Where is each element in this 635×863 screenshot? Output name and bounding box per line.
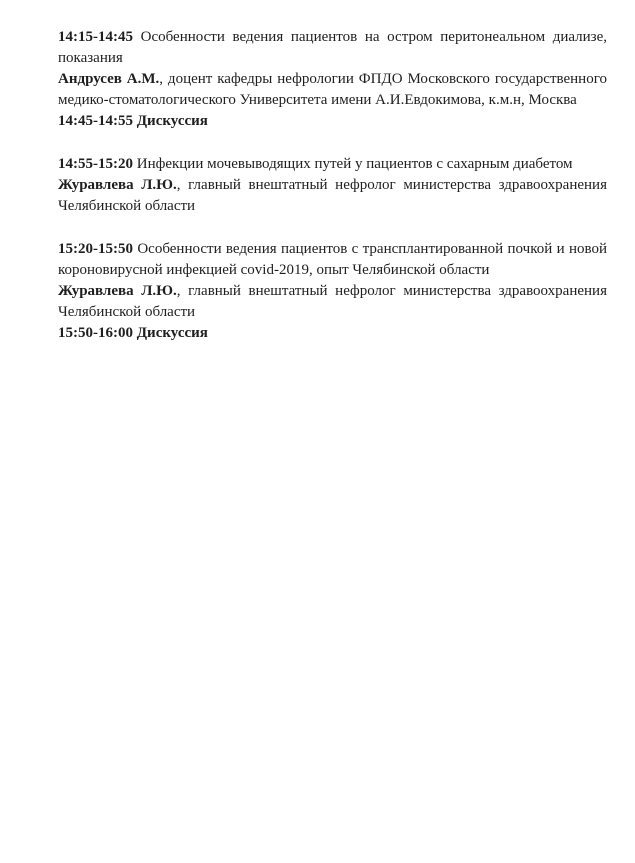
session-block-3 [58, 239, 607, 344]
discussion-time-label: 14:45-14:55 Дискуссия [58, 113, 208, 129]
session-title-text: Инфекции мочевыводящих путей у пациентов с сахарным диабетом [133, 156, 573, 172]
speaker-credentials: , главный внештатный нефролог министерства здравоохранения Челябинской области [58, 177, 607, 214]
session-title-line [58, 239, 607, 281]
discussion-time-label: 15:50-16:00 Дискуссия [58, 325, 208, 341]
discussion-line [58, 323, 607, 344]
session-time: 14:15-14:45 [58, 29, 133, 45]
speaker-credentials: , доцент кафедры нефрологии ФПДО Московского государственного медико-стоматологического Университета имени А.И.Евдокимова, к.м.н, Москва [58, 71, 607, 108]
speaker-credentials: , главный внештатный нефролог министерства здравоохранения Челябинской области [58, 283, 607, 320]
speaker-name: Журавлева Л.Ю. [58, 283, 177, 299]
discussion-line [58, 111, 607, 132]
speaker-line [58, 175, 607, 217]
speaker-line [58, 281, 607, 323]
speaker-name: Журавлева Л.Ю. [58, 177, 177, 193]
session-title-line [58, 27, 607, 69]
session-time: 15:20-15:50 [58, 241, 133, 257]
session-title-text: Особенности ведения пациентов с трансплантированной почкой и новой короновирусной инфекцией covid-2019, опыт Челябинской области [58, 241, 607, 278]
session-title-line [58, 154, 607, 175]
session-block-1 [58, 27, 607, 132]
session-block-2 [58, 154, 607, 217]
speaker-name: Андрусев А.М. [58, 71, 160, 87]
session-title-text: Особенности ведения пациентов на остром перитонеальном диализе, показания [58, 29, 607, 66]
session-time: 14:55-15:20 [58, 156, 133, 172]
speaker-line [58, 69, 607, 111]
